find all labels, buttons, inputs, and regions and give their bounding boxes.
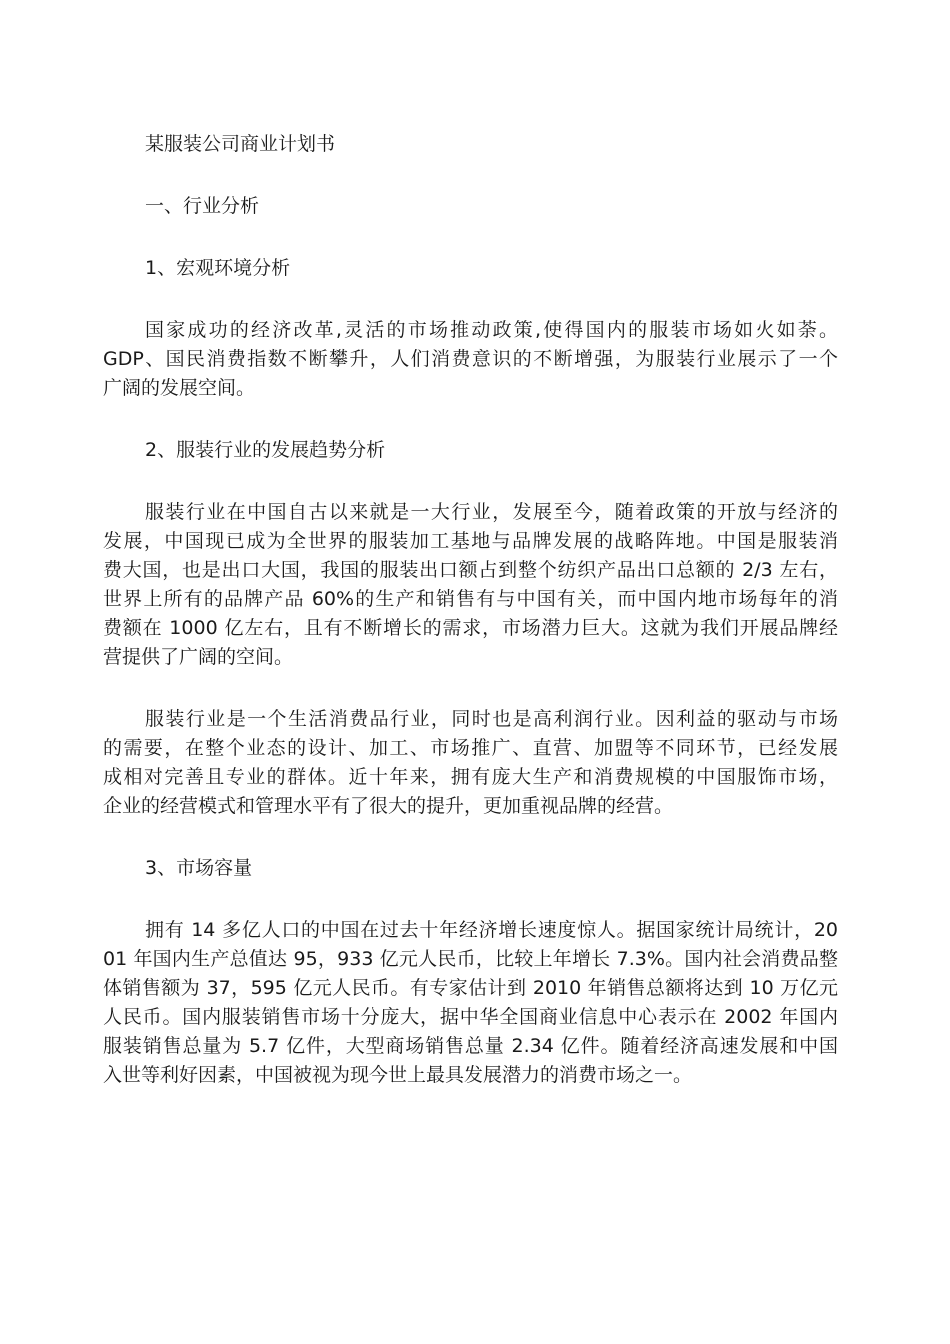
paragraph-line: 营提供了广阔的空间。: [103, 646, 294, 668]
paragraph-line: 服装行业在中国自古以来就是一大行业，发展至今，随着政策的开放与经济的: [145, 501, 838, 523]
paragraph-line: 发展，中国现已成为全世界的服装加工基地与品牌发展的战略阵地。中国是服装消: [103, 530, 838, 552]
paragraph-line: 入世等利好因素，中国被视为现今世上最具发展潜力的消费市场之一。: [103, 1064, 693, 1086]
paragraph-line: 成相对完善且专业的群体。近十年来，拥有庞大生产和消费规模的中国服饰市场，: [103, 766, 838, 788]
document-title: 某服装公司商业计划书: [145, 133, 336, 155]
subheading-market-capacity: 3、市场容量: [145, 857, 253, 879]
paragraph-macro-environment: [103, 316, 838, 403]
paragraph-line: 拥有 14 多亿人口的中国在过去十年经济增长速度惊人。据国家统计局统计，20: [145, 919, 838, 941]
paragraph-line: GDP、国民消费指数不断攀升，人们消费意识的不断增强，为服装行业展示了一个: [103, 348, 838, 370]
paragraph-line: 的需要，在整个业态的设计、加工、市场推广、直营、加盟等不同环节，已经发展: [103, 737, 838, 759]
subheading-macro-environment: 1、宏观环境分析: [145, 257, 291, 279]
paragraph-line: 国家成功的经济改革,灵活的市场推动政策,使得国内的服装市场如火如荼。: [145, 319, 838, 341]
paragraph-consumer-goods-industry: [103, 705, 838, 821]
paragraph-market-capacity: [103, 916, 838, 1090]
paragraph-line: 广阔的发展空间。: [103, 377, 256, 399]
paragraph-line: 服装销售总量为 5.7 亿件，大型商场销售总量 2.34 亿件。随着经济高速发展和中国: [103, 1035, 838, 1057]
paragraph-line: 费额在 1000 亿左右，且有不断增长的需求，市场潜力巨大。这就为我们开展品牌经: [103, 617, 838, 639]
paragraph-development-trend: [103, 498, 838, 672]
paragraph-line: 01 年国内生产总值达 95，933 亿元人民币，比较上年增长 7.3%。国内社会消费品整: [103, 948, 838, 970]
document-body: [103, 120, 838, 1090]
subheading-development-trend: 2、服装行业的发展趋势分析: [145, 439, 386, 461]
section-heading-industry-analysis: 一、行业分析: [145, 195, 260, 217]
paragraph-line: 费大国，也是出口大国，我国的服装出口额占到整个纺织产品出口总额的 2/3 左右，: [103, 559, 838, 581]
paragraph-line: 体销售额为 37，595 亿元人民币。有专家估计到 2010 年销售总额将达到 10 万亿元: [103, 977, 838, 999]
paragraph-line: 服装行业是一个生活消费品行业，同时也是高利润行业。因利益的驱动与市场: [145, 708, 838, 730]
paragraph-line: 人民币。国内服装销售市场十分庞大，据中华全国商业信息中心表示在 2002 年国内: [103, 1006, 838, 1028]
paragraph-line: 世界上所有的品牌产品 60%的生产和销售有与中国有关，而中国内地市场每年的消: [103, 588, 838, 610]
paragraph-line: 企业的经营模式和管理水平有了很大的提升，更加重视品牌的经营。: [103, 795, 674, 817]
